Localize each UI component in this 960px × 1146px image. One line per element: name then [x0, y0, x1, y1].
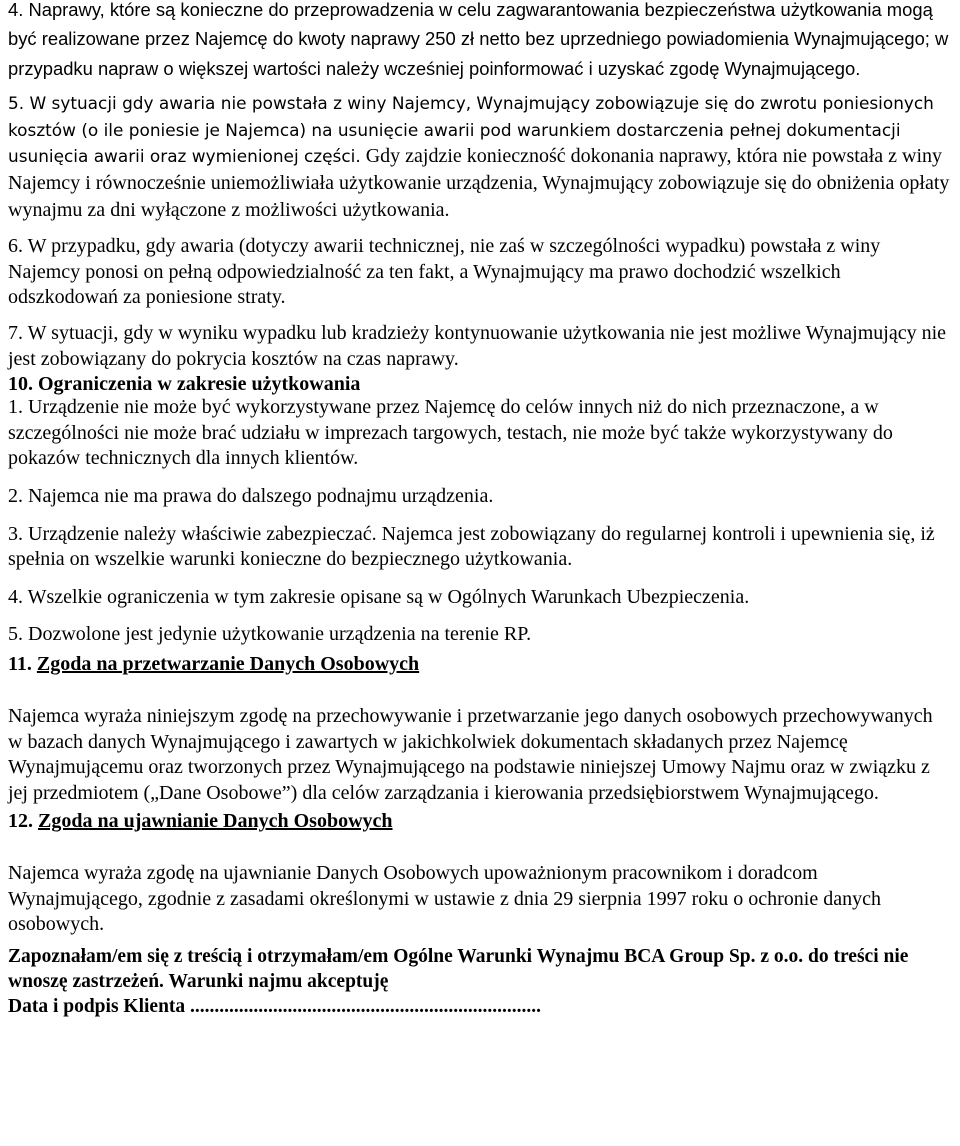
paragraph-5-part-b: Gdy zajdzie konieczność dokonania naprawy, która nie powstała z winy Najemcy i równocześnie uniemożliwiała użytkowanie urządzenia, Wynajmujący zobowiązuje się do obniżenia opłaty wynajmu za dni wyłączone z możliwości użytkowania. — [8, 145, 950, 221]
section-11-title: Zgoda na przetwarzanie Danych Osobowych — [36, 652, 420, 675]
signature-line: Data i podpis Klienta ........................................................................ — [8, 996, 542, 1018]
acknowledgement-statement: Zapoznałam/em się z treścią i otrzymałam/em Ogólne Warunki Wynajmu BCA Group Sp. z o.o. do treści nie wnoszę zastrzeżeń. Warunki najmu akceptuję — [8, 946, 909, 993]
paragraph-5-part-a: 5. W sytuacji gdy awaria nie powstała z winy Najemcy, Wynajmujący zobowiązuje się do zwrotu poniesionych kosztów (o ile poniesie je Najemca) na usunięcie awarii pod warunkiem dostarczenia pełnej dokumentacji usunięcia awarii oraz wymienionej części. — [8, 93, 934, 167]
paragraph-6: 6. W przypadku, gdy awaria (dotyczy awarii technicznej, nie zaś w szczególności wypadku) powstała z winy Najemcy ponosi on pełną odpowiedzialność za ten fakt, a Wynajmujący ma prawo dochodzić wszelkich odszkodowań za poniesione straty. — [8, 235, 881, 309]
section-11-heading — [8, 652, 952, 677]
paragraph-7: 7. W sytuacji, gdy w wyniku wypadku lub kradzieży kontynuowanie użytkowania nie jest możliwe Wynajmujący nie jest zobowiązany do pokrycia kosztów na czas naprawy. — [8, 321, 947, 370]
paragraph-5 — [8, 90, 952, 223]
section-11-body: Najemca wyraża niniejszym zgodę na przechowywanie i przetwarzanie jego danych osobowych przechowywanych w bazach danych Wynajmującego i zawartych w jakichkolwiek dokumentach składanych przez Najemcę Wynajmującemu oraz tworzonych przez Wynajmującego na podstawie niniejszej Umowy Najmu oraz w związku z jej przedmiotem („Dane Osobowe”) dla celów zarządzania i kierowania przedsiębiorstwem Wynajmującego. — [8, 704, 933, 804]
section-10-item-3: 3. Urządzenie należy właściwie zabezpieczać. Najemca jest zobowiązany do regularnej kontroli i upewnienia się, iż spełnia on wszelkie warunki konieczne do bezpiecznego użytkowania. — [8, 522, 935, 571]
section-10-item-5: 5. Dozwolone jest jedynie użytkowanie urządzenia na terenie RP. — [8, 623, 532, 646]
section-12-title: Zgoda na ujawnianie Danych Osobowych — [38, 810, 393, 833]
section-10-item-1: 1. Urządzenie nie może być wykorzystywane przez Najemcę do celów innych niż do nich przeznaczone, a w szczególności nie może brać udziału w imprezach targowych, testach, nie może być także wykorzystywany do pokazów technicznych dla innych klientów. — [8, 396, 893, 470]
section-10-item-2: 2. Najemca nie ma prawa do dalszego podnajmu urządzenia. — [8, 484, 494, 507]
section-12-heading — [8, 809, 952, 834]
section-10-heading: 10. Ograniczenia w zakresie użytkowania — [8, 373, 361, 396]
section-12-body: Najemca wyraża zgodę na ujawnianie Danych Osobowych upoważnionym pracownikom i doradcom Wynajmującego, zgodnie z zasadami określonymi w ustawie z dnia 29 sierpnia 1997 roku o ochronie danych osobowych. — [8, 862, 881, 936]
section-10-item-4: 4. Wszelkie ograniczenia w tym zakresie opisane są w Ogólnych Warunkach Ubezpieczenia. — [8, 585, 750, 608]
section-12-number: 12. — [8, 810, 38, 833]
section-11-number: 11. — [8, 652, 37, 675]
paragraph-4: 4. Naprawy, które są konieczne do przeprowadzenia w celu zagwarantowania bezpieczeństwa użytkowania mogą być realizowane przez Najemcę do kwoty naprawy 250 zł netto bez uprzedniego powiadomienia Wynajmującego; w przypadku napraw o większej wartości należy wcześniej poinformować i uzyskać zgodę Wynajmującego. — [8, 0, 949, 79]
